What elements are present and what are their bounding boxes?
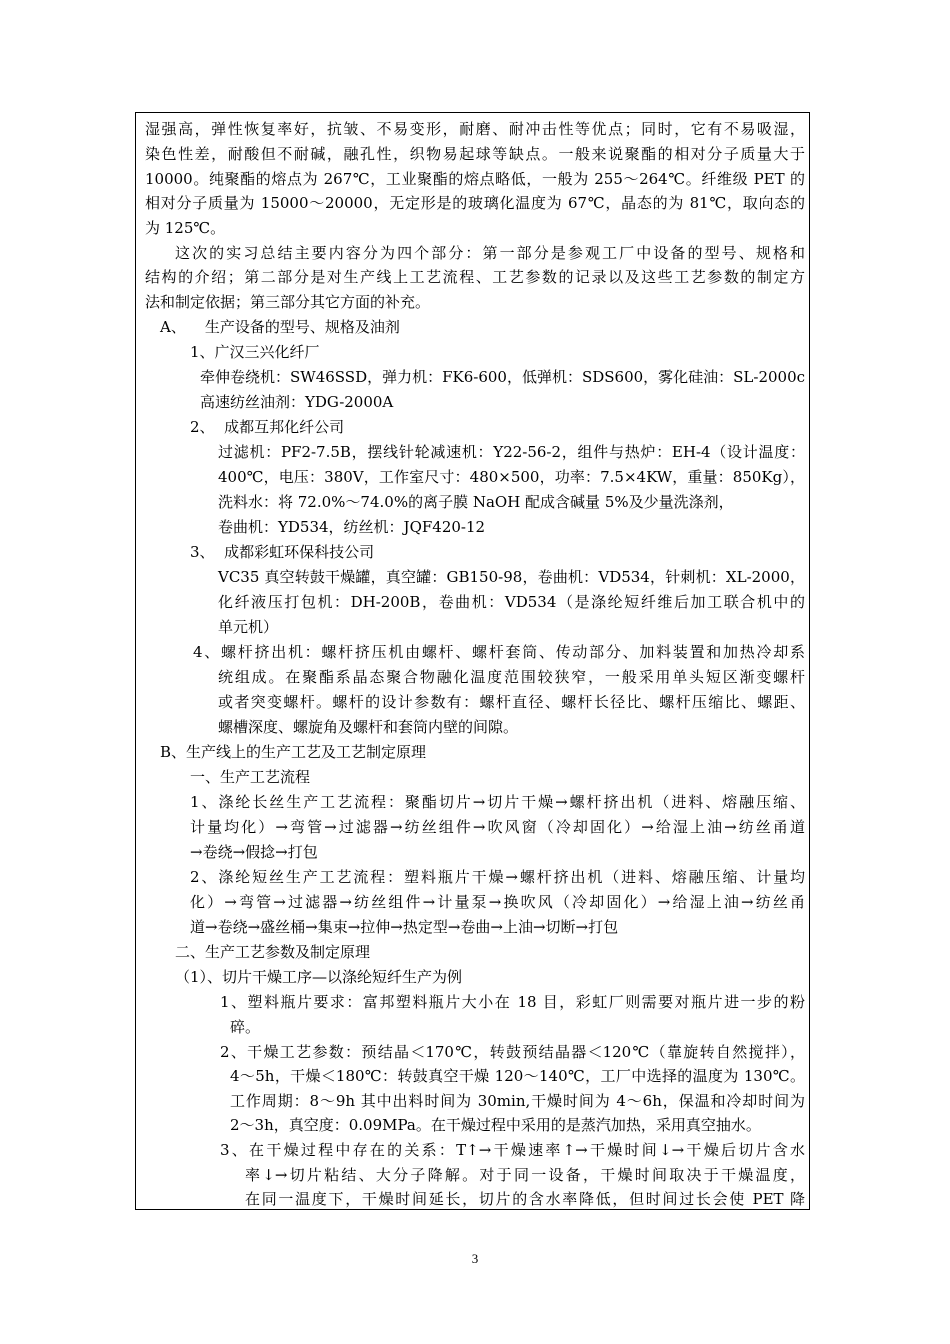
text-line: 400℃，电压：380V，工作室尺寸：480×500，功率：7.5×4KW，重量：850Kg）， — [218, 468, 805, 486]
text-line: 结构的介绍；第二部分是对生产线上工艺流程、工艺参数的记录以及这些工艺参数的制定方 — [145, 268, 805, 286]
subsection-heading: 3、 成都彩虹环保科技公司 — [190, 543, 375, 561]
subsection-heading: 一、生产工艺流程 — [190, 768, 311, 786]
text-line: 这次的实习总结主要内容分为四个部分：第一部分是参观工厂中设备的型号、规格和 — [175, 244, 805, 262]
text-line: 过滤机：PF2-7.5B，摆线针轮减速机：Y22-56-2，组件与热炉：EH-4（设计温度： — [218, 443, 805, 461]
subsection-heading: 二、生产工艺参数及制定原理 — [175, 943, 371, 961]
section-heading: B、生产线上的生产工艺及工艺制定原理 — [160, 743, 427, 761]
text-line: 工作周期：8～9h 其中出料时间为 30min,干燥时间为 4～6h，保温和冷却时间为 — [230, 1092, 805, 1110]
text-line: 1、塑料瓶片要求：富邦塑料瓶片大小在 18 目，彩虹厂则需要对瓶片进一步的粉 — [220, 993, 805, 1011]
text-line: 为 125℃。 — [145, 219, 226, 237]
text-line: 2～3h，真空度：0.09MPa。在干燥过程中采用的是蒸汽加热，采用真空抽水。 — [230, 1116, 761, 1134]
text-line: 10000。纯聚酯的熔点为 267℃，工业聚酯的熔点略低，一般为 255～264℃。纤维级 PET 的 — [145, 170, 805, 188]
text-line: 2、干燥工艺参数：预结晶＜170℃，转鼓预结晶器＜120℃（靠旋转自然搅拌）， — [220, 1043, 805, 1061]
text-line: 3、在干燥过程中存在的关系：T↑→干燥速率↑→干燥时间↓→干燥后切片含水 — [220, 1141, 805, 1159]
text-line: 染色性差，耐酸但不耐碱，融孔性，织物易起球等缺点。一般来说聚酯的相对分子质量大于 — [145, 145, 805, 163]
text-line: 单元机） — [218, 618, 279, 636]
text-line: 2、涤纶短丝生产工艺流程：塑料瓶片干燥→螺杆挤出机（进料、熔融压缩、计量均 — [190, 868, 805, 886]
text-line: 化）→弯管→过滤器→纺丝组件→计量泵→换吹风（冷却固化）→给湿上油→纺丝甬 — [190, 893, 805, 911]
subsection-heading: （1）、切片干燥工序—以涤纶短纤生产为例 — [175, 968, 463, 986]
text-line: 牵伸卷绕机：SW46SSD，弹力机：FK6-600，低弹机：SDS600，雾化硅油：SL-2000c — [200, 368, 806, 386]
text-line: VC35 真空转鼓干燥罐，真空罐：GB150-98，卷曲机：VD534，针刺机：XL-2000， — [218, 568, 805, 586]
text-line: →卷绕→假捻→打包 — [190, 843, 318, 861]
text-line: 高速纺丝油剂：YDG-2000A — [200, 393, 394, 411]
text-line: 计量均化）→弯管→过滤器→纺丝组件→吹风窗（冷却固化）→给湿上油→纺丝甬道 — [190, 818, 805, 836]
text-line: 率↓→切片粘结、大分子降解。对于同一设备，干燥时间取决于干燥温度， — [245, 1166, 805, 1184]
text-line: 1、涤纶长丝生产工艺流程：聚酯切片→切片干燥→螺杆挤出机（进料、熔融压缩、 — [190, 793, 805, 811]
text-line: 湿强高，弹性恢复率好，抗皱、不易变形，耐磨、耐冲击性等优点；同时，它有不易吸湿， — [145, 120, 805, 138]
text-line: 洗料水：将 72.0%～74.0%的离子膜 NaOH 配成含碱量 5%及少量洗涤剂， — [218, 493, 734, 511]
text-line: 卷曲机：YD534，纺丝机：JQF420-12 — [218, 518, 486, 536]
section-heading: A、 生产设备的型号、规格及油剂 — [160, 318, 400, 336]
text-line: 道→卷绕→盛丝桶→集束→拉伸→热定型→卷曲→上油→切断→打包 — [190, 918, 619, 936]
text-line: 4、螺杆挤出机：螺杆挤压机由螺杆、螺杆套筒、传动部分、加料装置和加热冷却系 — [193, 643, 805, 661]
text-line: 法和制定依据；第三部分其它方面的补充。 — [145, 293, 431, 311]
text-line: 相对分子质量为 15000～20000，无定形是的玻璃化温度为 67℃，晶态的为 81℃，取向态的 — [145, 194, 805, 212]
text-line: 化纤液压打包机：DH-200B，卷曲机：VD534（是涤纶短纤维后加工联合机中的 — [218, 593, 805, 611]
subsection-heading: 1、广汉三兴化纤厂 — [190, 343, 320, 361]
text-line: 4～5h，干燥＜180℃：转鼓真空干燥 120～140℃，工厂中选择的温度为 130℃。 — [230, 1067, 805, 1085]
page-number: 3 — [471, 1251, 479, 1266]
text-line: 碎。 — [230, 1018, 261, 1036]
text-line: 在同一温度下，干燥时间延长，切片的含水率降低，但时间过长会使 PET 降 — [245, 1190, 805, 1208]
text-line: 螺槽深度、螺旋角及螺杆和套筒内壁的间隙。 — [218, 718, 519, 736]
subsection-heading: 2、 成都互邦化纤公司 — [190, 418, 345, 436]
text-line: 或者突变螺杆。螺杆的设计参数有：螺杆直径、螺杆长径比、螺杆压缩比、螺距、 — [218, 693, 805, 711]
text-line: 统组成。在聚酯系晶态聚合物融化温度范围较狭窄，一般采用单头短区渐变螺杆 — [218, 668, 805, 686]
